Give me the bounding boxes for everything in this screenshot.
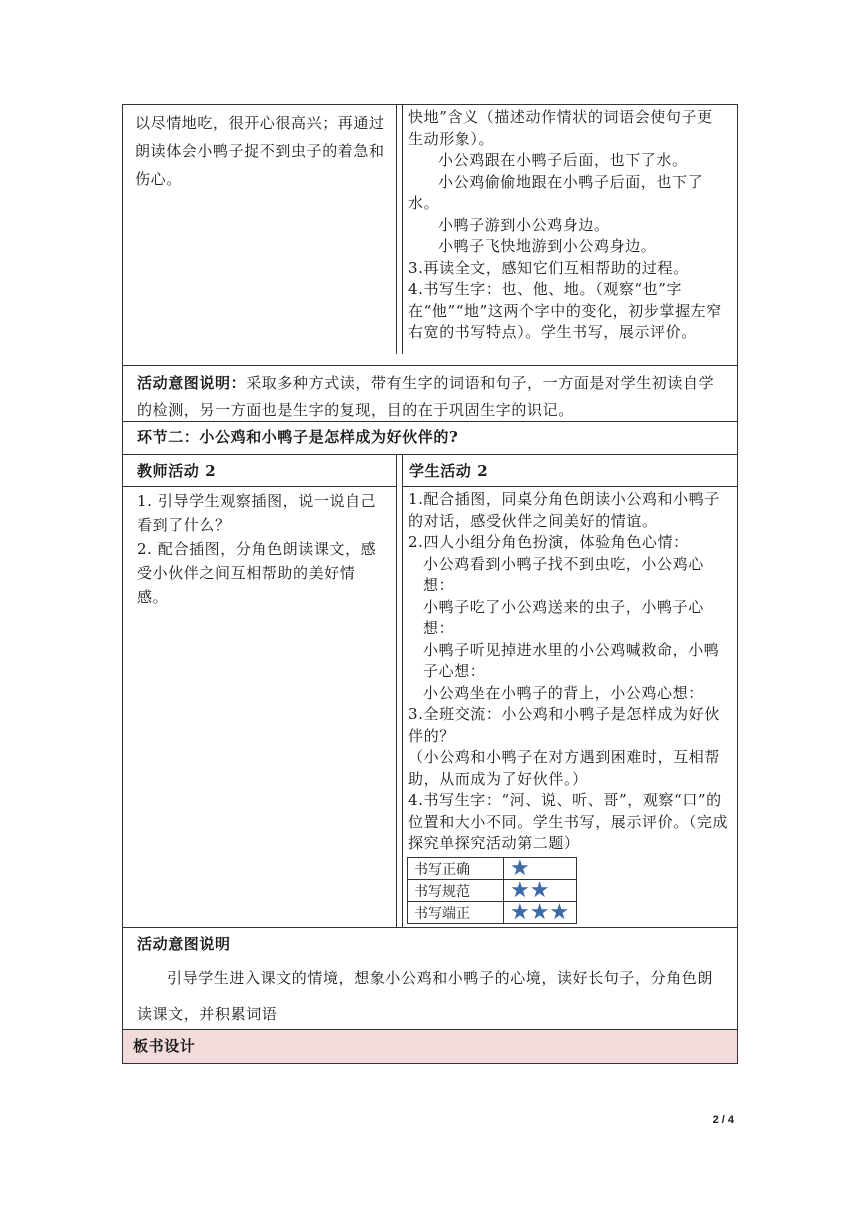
intent1-label: 活动意图说明： (137, 374, 247, 392)
intent2-text: 引导学生进入课文的情境，想象小公鸡和小鸭子的心境，读好长句子，分角色朗读课文，并积累词语 (137, 968, 714, 1023)
row1-right-line: 小公鸡跟在小鸭子后面，也下了水。 (438, 151, 688, 169)
row1-right-line: 快地”含义（描述动作情状的词语会使句子更生动形象）。 (408, 108, 713, 148)
rating-row (408, 880, 577, 902)
section2-title: 环节二：小公鸡和小鸭子是怎样成为好伙伴的? (137, 428, 459, 446)
row1-right-line: 4.书写生字：也、他、地。（观察“也”字在“他”“地”这两个字中的变化，初步掌握左窄右宽的书写特点）。学生书写，展示评价。 (408, 280, 722, 341)
lesson-table (122, 104, 738, 1064)
rating-stars (504, 877, 577, 903)
section2-cell (123, 421, 737, 455)
activity-headings-row (123, 454, 737, 487)
student-activity-item: 3.全班交流：小公鸡和小鸭子是怎样成为好伙伴的？ (408, 705, 720, 745)
row1-left-text: 以尽情地吃，很开心很高兴；再通过朗读体会小鸭子捉不到虫子的着急和伤心。 (135, 114, 385, 188)
student-activity-item: 2.四人小组分角色扮演，体验角色心情： (408, 533, 689, 551)
row1-right-line: 小鸭子飞快地游到小公鸡身边。 (438, 237, 657, 255)
intent2-cell (123, 927, 737, 1025)
student-activity-item: 1.配合插图，同桌分角色朗读小公鸡和小鸭子的对话，感受伙伴之间美好的情谊。 (408, 490, 720, 530)
intent2-label: 活动意图说明 (137, 935, 231, 953)
student-activity-item: 小公鸡坐在小鸭子的背上，小公鸡心想： (423, 683, 704, 702)
rating-row (408, 902, 577, 924)
star-icon: ★ (529, 877, 550, 903)
row1-right-cell (402, 105, 732, 354)
star-icon: ★ (510, 855, 530, 881)
student-activity-item: （小公鸡和小鸭子在对方遇到困难时，互相帮助，从而成为了好伙伴。） (408, 748, 721, 788)
star-icon: ★ (529, 899, 550, 925)
student-activity-item: 4.书写生字：“河、说、听、哥”，观察“口”的位置和大小不同。学生书写，展示评价。（完成探究单探究活动第二题） (408, 791, 729, 852)
student-activity-item: 小公鸡看到小鸭子找不到虫吃，小公鸡心想： (423, 554, 704, 594)
board-design-label: 板书设计 (133, 1037, 196, 1055)
teacher-activity-item: 1. 引导学生观察插图，说一说自己看到了什么？ (137, 492, 377, 534)
row1-right-line: 小鸭子游到小公鸡身边。 (438, 215, 610, 234)
row1-right-line: 3.再读全文，感知它们互相帮助的过程。 (408, 258, 689, 277)
intent1-cell (123, 365, 737, 419)
rating-row (408, 858, 577, 880)
intent1-text: 采取多种方式读，带有生字的词语和句子，一方面是对学生初读自学的检测，另一方面也是生字的复现，目的在于巩固生字的识记。 (137, 374, 715, 419)
rating-label: 书写端正 (408, 902, 504, 924)
teacher-activity-cell (123, 486, 396, 927)
student-activity-item: 小鸭子听见掉进水里的小公鸡喊救命，小鸭子心想： (423, 640, 720, 680)
rating-label: 书写正确 (408, 858, 504, 880)
row1-left-cell (123, 105, 396, 354)
page-number: 2 / 4 (712, 1114, 734, 1126)
star-icon: ★ (510, 899, 530, 925)
star-icon: ★ (510, 877, 530, 903)
rating-stars (504, 855, 577, 881)
student-heading: 学生活动 2 (409, 462, 489, 480)
teacher-heading: 教师活动 2 (137, 462, 217, 480)
rating-stars (504, 899, 577, 925)
row1-right-line: 小公鸡偷偷地跟在小鸭子后面，也下了水。 (408, 172, 704, 212)
student-activity-item: 小鸭子吃了小公鸡送来的虫子，小鸭子心想： (423, 597, 704, 637)
star-icon: ★ (549, 899, 570, 925)
board-design-cell (123, 1029, 737, 1063)
writing-rating-table (407, 857, 577, 924)
rating-label: 书写规范 (408, 880, 504, 902)
teacher-activity-item: 2. 配合插图，分角色朗读课文，感受小伙伴之间互相帮助的美好情感。 (137, 540, 377, 606)
